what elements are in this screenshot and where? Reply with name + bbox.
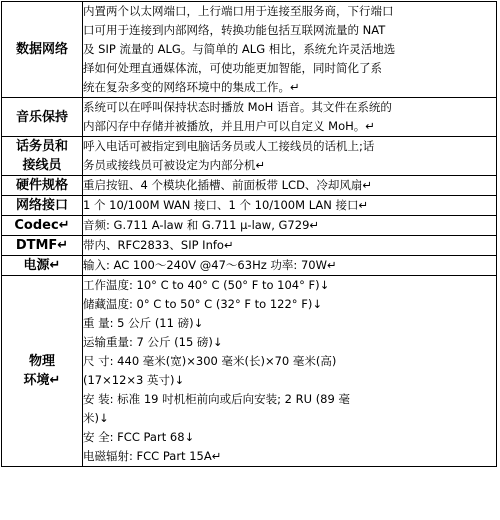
label-text: 硬件规格 — [15, 178, 68, 193]
value-line: 择如何处理直通媒体流，可使功能更加智能，同时简化了系 — [83, 61, 382, 75]
row-label — [2, 176, 83, 196]
value-line: 安 装: 标准 19 吋机柜前向或后向安装; 2 RU (89 毫 — [83, 392, 350, 406]
row-physical-environment — [2, 276, 497, 467]
row-value — [83, 276, 497, 467]
label-text: 电源↵ — [23, 258, 61, 273]
row-label — [2, 276, 83, 467]
label-text: 音乐保持 — [15, 109, 68, 125]
row-value — [83, 2, 497, 98]
value-line: 内置两个以太网端口，上行端口用于连接至服务商，下行端口 — [83, 4, 394, 18]
value-line: 重 量: 5 公斤 (11 磅)↓ — [83, 316, 204, 330]
value-line: 电磁辐射: FCC Part 15A↵ — [83, 449, 222, 463]
row-value — [83, 176, 497, 196]
row-hardware — [2, 176, 497, 196]
row-music-on-hold — [2, 98, 497, 137]
row-codec — [2, 216, 497, 236]
value-line: 带内、RFC2833、SIP Info↵ — [83, 238, 234, 252]
value-line: 统在复杂多变的网络环境中的集成工作。↵ — [83, 80, 300, 94]
row-network-interface — [2, 196, 497, 216]
label-text: 网络接口 — [15, 198, 68, 213]
value-line: 内部闪存中存储并被播放，并且用户可以自定义 MoH。↵ — [83, 119, 375, 133]
value-line: 及 SIP 流量的 ALG。与简单的 ALG 相比，系统允许灵活地选 — [83, 42, 396, 56]
row-label — [2, 236, 83, 256]
row-label — [2, 196, 83, 216]
row-label — [2, 2, 83, 98]
row-value — [83, 196, 497, 216]
value-line: 尺 寸: 440 毫米(宽)×300 毫米(长)×70 毫米(高) — [83, 354, 337, 368]
row-power — [2, 256, 497, 276]
spec-table-body — [2, 2, 497, 467]
value-line: 呼入电话可被指定到电脑话务员或人工接线员的话机上;话 — [83, 139, 375, 153]
value-line: 运输重量: 7 公斤 (15 磅)↓ — [83, 335, 223, 349]
row-dtmf — [2, 236, 497, 256]
value-line: 重启按钮、4 个模块化插槽、前面板带 LCD、冷却风扇↵ — [83, 178, 373, 192]
value-line: 口可用于连接到内部网络，转换功能包括互联网流量的 NAT — [83, 23, 386, 37]
label-text: 接线员 — [22, 158, 62, 173]
value-line: 安 全: FCC Part 68↓ — [83, 430, 195, 444]
row-value — [83, 98, 497, 137]
row-value — [83, 137, 497, 176]
value-line: 1 个 10/100M WAN 接口、1 个 10/100M LAN 接口↵ — [83, 198, 369, 212]
label-text: 话务员和 — [15, 139, 68, 154]
row-label — [2, 216, 83, 236]
value-line: 工作温度: 10° C to 40° C (50° F to 104° F)↓ — [83, 278, 330, 292]
row-label — [2, 256, 83, 276]
row-value — [83, 256, 497, 276]
row-label — [2, 137, 83, 176]
value-line: 音频: G.711 A-law 和 G.711 μ-law, G729↵ — [83, 218, 320, 232]
row-data-network — [2, 2, 497, 98]
row-value — [83, 236, 497, 256]
label-text: 环境↵ — [23, 373, 61, 388]
value-line: 务员或接线员可被设定为内部分机↵ — [83, 158, 266, 172]
value-line: 储藏温度: 0° C to 50° C (32° F to 122° F)↓ — [83, 297, 322, 311]
row-attendant-operator — [2, 137, 497, 176]
value-line: 系统可以在呼叫保持状态时播放 MoH 语音。其文件在系统的 — [83, 100, 392, 114]
value-line: 米)↓ — [83, 411, 109, 425]
label-text: 物理 — [28, 354, 55, 369]
row-value — [83, 216, 497, 236]
label-text: DTMF↵ — [15, 238, 69, 253]
spec-table — [1, 1, 497, 467]
value-line: (17×12×3 英寸)↓ — [83, 373, 185, 387]
label-text: 数据网络 — [15, 42, 68, 57]
row-label — [2, 98, 83, 137]
value-line: 输入: AC 100～240V @47～63Hz 功率: 70W↵ — [83, 258, 337, 272]
label-text: Codec↵ — [14, 218, 70, 233]
